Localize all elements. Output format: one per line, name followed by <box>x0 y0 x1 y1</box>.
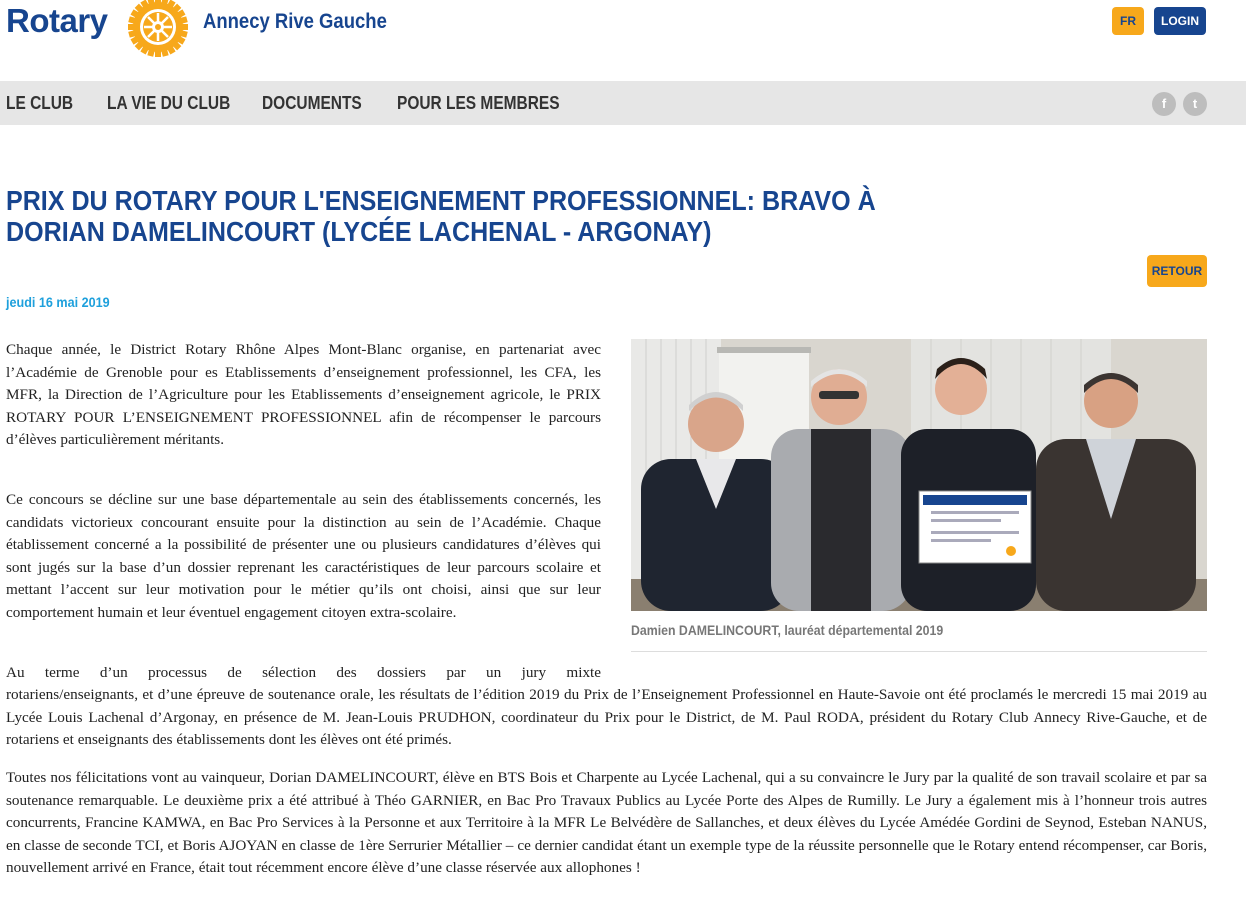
rotary-wheel-icon[interactable] <box>122 0 194 58</box>
photo-caption: Damien DAMELINCOURT, lauréat départemental 2019 <box>631 622 944 638</box>
nav-item-pour-les-membres[interactable]: POUR LES MEMBRES <box>397 93 560 113</box>
twitter-icon[interactable]: t <box>1183 92 1207 116</box>
site-header <box>0 0 1246 81</box>
article-title: PRIX DU ROTARY POUR L'ENSEIGNEMENT PROFESSIONNEL: BRAVO À DORIAN DAMELINCOURT (LYCÉE LACHENAL - ARGONAY) <box>6 185 876 247</box>
article-paragraph-4: Toutes nos félicitations vont au vainqueur, Dorian DAMELINCOURT, élève en BTS Bois et Charpente au Lycée Lachenal, qui a su convaincre le Jury par la qualité de son travail scolaire et par sa soutenance remarquable. Le deuxième prix a été attribué à Théo GARNIER, en Bac Pro Travaux Publics au Lycée Porte des Alpes de Rumilly. Le Jury a également mis à l’honneur trois autres concurrents, Francine KAMWA, en Bac Pro Services à la Personne et aux Territoire à la MFR Le Belvédère de Sallanches, et deux élèves du Lycée Amédée Gordini de Seynod, Esteban NANUS, en classe de seconde TCI, et Boris AJOYAN en classe de 1ère Serrurier Métallier – ce dernier candidat étant un exemple type de la réussite personnelle que le Rotary entend récompenser, car Boris, nouvellement arrivé en France, était tout récemment encore élève d’une classe réservée aux allophones ! <box>6 769 1207 877</box>
article-paragraph-1: Chaque année, le District Rotary Rhône Alpes Mont-Blanc organise, en partenariat avec l’Académie de Grenoble pour es Etablissements d’enseignement professionnel, les CFA, les MFR, la Direction de l’Agriculture pour les Etablissements d’enseignement agricole, le PRIX ROTARY POUR L’ENSEIGNEMENT PROFESSIONNEL afin de récompenser le parcours d’élèves particulièrement méritants. <box>6 341 601 449</box>
rotary-logo-text[interactable]: Rotary <box>6 2 108 39</box>
back-button[interactable]: RETOUR <box>1147 255 1207 287</box>
login-button[interactable]: LOGIN <box>1154 7 1206 35</box>
award-photo <box>631 339 1207 611</box>
club-name[interactable]: Annecy Rive Gauche <box>203 10 387 33</box>
facebook-icon[interactable]: f <box>1152 92 1176 116</box>
main-nav <box>0 81 1246 125</box>
nav-item-documents[interactable]: DOCUMENTS <box>262 93 362 113</box>
article-date: jeudi 16 mai 2019 <box>6 294 110 310</box>
article-paragraph-3: rotariens/enseignants, et d’une épreuve de soutenance orale, les résultats de l’édition 2019 du Prix de l’Enseignement Professionnel en Haute-Savoie ont été proclamés le mercredi 15 mai 2019 au Lycée Louis Lachenal d’Argonay, en présence de M. Jean-Louis PRUDHON, coordinateur du Prix pour le District, de M. Paul RODA, président du Rotary Club Annecy Rive-Gauche, et de rotariens et enseignants des établissements dont les élèves ont été primés. <box>6 686 1207 749</box>
article-paragraph-3-first-line: Au terme d’un processus de sélection des dossiers par un jury mixte <box>6 664 601 681</box>
nav-item-le-club[interactable]: LE CLUB <box>6 93 74 113</box>
article-paragraph-2: Ce concours se décline sur une base départementale au sein des établissements concernés, les candidats victorieux concourant ensuite pour la distinction au sein de l’Académie. Chaque établissement concerné a la possibilité de présenter une ou plusieurs candidatures d’élèves qui sont jugés sur la base d’un dossier reprenant les caractéristiques de leur parcours scolaire et mettant l’accent sur leur motivation pour le métier qu’ils ont choisi, ainsi que sur leur comportement humain et leur éventuel engagement citoyen extra-scolaire. <box>6 491 601 621</box>
caption-divider <box>631 651 1207 652</box>
language-button[interactable]: FR <box>1112 7 1144 35</box>
nav-item-la-vie-du-club[interactable]: LA VIE DU CLUB <box>107 93 231 113</box>
